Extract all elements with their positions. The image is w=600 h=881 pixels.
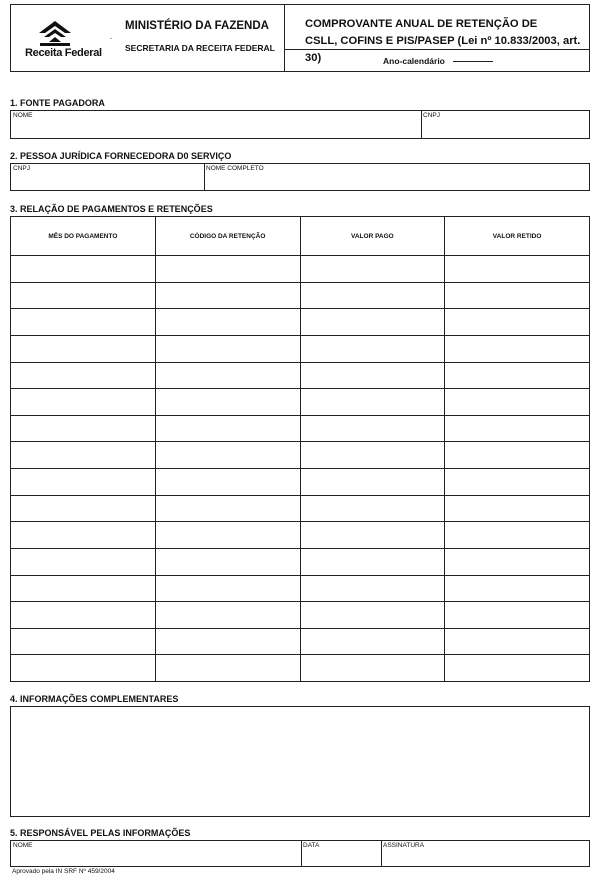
ministry-title: MINISTÉRIO DA FAZENDA (125, 20, 269, 32)
fonte-pagadora-box (10, 110, 590, 139)
document-title-line2: CSLL, COFINS E PIS/PASEP (305, 35, 455, 47)
cell-mes-pagamento[interactable] (11, 282, 156, 309)
cell-mes-pagamento[interactable] (11, 548, 156, 575)
footer-approval: Aprovado pela IN SRF Nº 459/2004 (12, 868, 115, 875)
cell-valor-retido[interactable] (445, 415, 590, 442)
cell-valor-retido[interactable] (445, 575, 590, 602)
cell-codigo-retencao[interactable] (155, 655, 300, 682)
cell-codigo-retencao[interactable] (155, 602, 300, 629)
table-row (11, 309, 590, 336)
fonte-cnpj-label: CNPJ (423, 112, 440, 119)
cell-valor-pago[interactable] (300, 282, 445, 309)
cell-codigo-retencao[interactable] (155, 469, 300, 496)
fonte-nome-label: NOME (13, 112, 33, 119)
cell-valor-retido[interactable] (445, 282, 590, 309)
cell-valor-pago[interactable] (300, 655, 445, 682)
cell-valor-retido[interactable] (445, 362, 590, 389)
cell-mes-pagamento[interactable] (11, 309, 156, 336)
section3-title: 3. RELAÇÃO DE PAGAMENTOS E RETENÇÕES (10, 204, 213, 214)
cell-valor-retido[interactable] (445, 548, 590, 575)
ano-calendario (383, 56, 493, 66)
cell-valor-retido[interactable] (445, 442, 590, 469)
table-row (11, 415, 590, 442)
cell-codigo-retencao[interactable] (155, 575, 300, 602)
payments-header-row (11, 217, 590, 256)
cell-valor-pago[interactable] (300, 548, 445, 575)
table-row (11, 256, 590, 283)
responsavel-assinatura-label: ASSINATURA (383, 842, 425, 849)
table-row (11, 335, 590, 362)
responsavel-assinatura-field[interactable] (381, 841, 589, 866)
responsavel-data-label: DATA (303, 842, 320, 849)
table-row (11, 469, 590, 496)
fornecedor-nome-label: NOME COMPLETO (206, 165, 264, 172)
table-row (11, 602, 590, 629)
cell-valor-retido[interactable] (445, 309, 590, 336)
cell-mes-pagamento[interactable] (11, 602, 156, 629)
responsavel-nome-field[interactable] (11, 841, 301, 866)
table-row (11, 362, 590, 389)
cell-codigo-retencao[interactable] (155, 256, 300, 283)
payments-body (11, 256, 590, 682)
cell-valor-retido[interactable] (445, 522, 590, 549)
logo-text: Receita Federal (25, 47, 102, 59)
header-agency-box: Receita Federal . MINISTÉRIO DA FAZENDA SECRETARIA DA RECEITA FEDERAL (10, 4, 284, 72)
cell-valor-pago[interactable] (300, 575, 445, 602)
table-row (11, 495, 590, 522)
cell-mes-pagamento[interactable] (11, 522, 156, 549)
cell-codigo-retencao[interactable] (155, 335, 300, 362)
section2-title: 2. PESSOA JURÍDICA FORNECEDORA D0 SERVIÇO (10, 151, 232, 161)
cell-valor-retido[interactable] (445, 655, 590, 682)
cell-codigo-retencao[interactable] (155, 389, 300, 416)
cell-mes-pagamento[interactable] (11, 495, 156, 522)
cell-codigo-retencao[interactable] (155, 522, 300, 549)
payments-table (10, 216, 590, 682)
cell-mes-pagamento[interactable] (11, 389, 156, 416)
cell-valor-pago[interactable] (300, 309, 445, 336)
table-row (11, 389, 590, 416)
cell-valor-pago[interactable] (300, 495, 445, 522)
cell-codigo-retencao[interactable] (155, 282, 300, 309)
law-reference: (Lei nº 10.833/2003, art. 30) (305, 35, 581, 64)
cell-valor-retido[interactable] (445, 628, 590, 655)
cell-valor-retido[interactable] (445, 602, 590, 629)
fornecedor-nome-field[interactable] (204, 164, 589, 190)
cell-valor-retido[interactable] (445, 335, 590, 362)
col-valor-pago: VALOR PAGO (300, 217, 445, 256)
table-row (11, 282, 590, 309)
cell-mes-pagamento[interactable] (11, 256, 156, 283)
cell-mes-pagamento[interactable] (11, 362, 156, 389)
informacoes-complementares-field[interactable] (10, 706, 590, 817)
cell-mes-pagamento[interactable] (11, 628, 156, 655)
cell-valor-pago[interactable] (300, 469, 445, 496)
fornecedor-cnpj-label: CNPJ (13, 165, 30, 172)
cell-codigo-retencao[interactable] (155, 309, 300, 336)
cell-valor-retido[interactable] (445, 495, 590, 522)
cell-valor-pago[interactable] (300, 256, 445, 283)
table-row (11, 655, 590, 682)
cell-mes-pagamento[interactable] (11, 575, 156, 602)
cell-valor-pago[interactable] (300, 628, 445, 655)
responsavel-nome-label: NOME (13, 842, 33, 849)
cell-mes-pagamento[interactable] (11, 655, 156, 682)
cell-valor-pago[interactable] (300, 335, 445, 362)
fornecedor-cnpj-field[interactable] (11, 164, 204, 190)
table-row (11, 442, 590, 469)
section1-title: 1. FONTE PAGADORA (10, 98, 105, 108)
cell-valor-retido[interactable] (445, 256, 590, 283)
table-row (11, 575, 590, 602)
cell-valor-pago[interactable] (300, 415, 445, 442)
document-title-line1: COMPROVANTE ANUAL DE RETENÇÃO DE (305, 18, 538, 30)
cell-valor-pago[interactable] (300, 442, 445, 469)
cell-mes-pagamento[interactable] (11, 442, 156, 469)
section5-title: 5. RESPONSÁVEL PELAS INFORMAÇÕES (10, 828, 191, 838)
fonte-cnpj-field[interactable] (421, 111, 589, 138)
secretaria-title: SECRETARIA DA RECEITA FEDERAL (125, 43, 275, 53)
cell-valor-pago[interactable] (300, 389, 445, 416)
cell-codigo-retencao[interactable] (155, 495, 300, 522)
col-valor-retido: VALOR RETIDO (445, 217, 590, 256)
col-mes-pagamento: MÊS DO PAGAMENTO (11, 217, 156, 256)
cell-valor-retido[interactable] (445, 469, 590, 496)
cell-codigo-retencao[interactable] (155, 415, 300, 442)
cell-codigo-retencao[interactable] (155, 442, 300, 469)
cell-codigo-retencao[interactable] (155, 628, 300, 655)
responsavel-box (10, 840, 590, 867)
ano-calendario-label: Ano-calendário (383, 56, 445, 66)
ano-calendario-field[interactable] (453, 61, 493, 62)
cell-valor-pago[interactable] (300, 522, 445, 549)
cell-mes-pagamento[interactable] (11, 415, 156, 442)
table-row (11, 522, 590, 549)
section4-title: 4. INFORMAÇÕES COMPLEMENTARES (10, 694, 179, 704)
responsavel-data-field[interactable] (301, 841, 381, 866)
cell-mes-pagamento[interactable] (11, 335, 156, 362)
col-codigo-retencao: CÓDIGO DA RETENÇÃO (155, 217, 300, 256)
table-row (11, 628, 590, 655)
table-row (11, 548, 590, 575)
cell-codigo-retencao[interactable] (155, 362, 300, 389)
cell-valor-pago[interactable] (300, 362, 445, 389)
fonte-nome-field[interactable] (11, 111, 421, 138)
pessoa-juridica-box (10, 163, 590, 191)
cell-valor-pago[interactable] (300, 602, 445, 629)
header-document-box (284, 4, 590, 72)
cell-mes-pagamento[interactable] (11, 469, 156, 496)
cell-valor-retido[interactable] (445, 389, 590, 416)
receita-federal-logo-icon (35, 19, 75, 47)
cell-codigo-retencao[interactable] (155, 548, 300, 575)
